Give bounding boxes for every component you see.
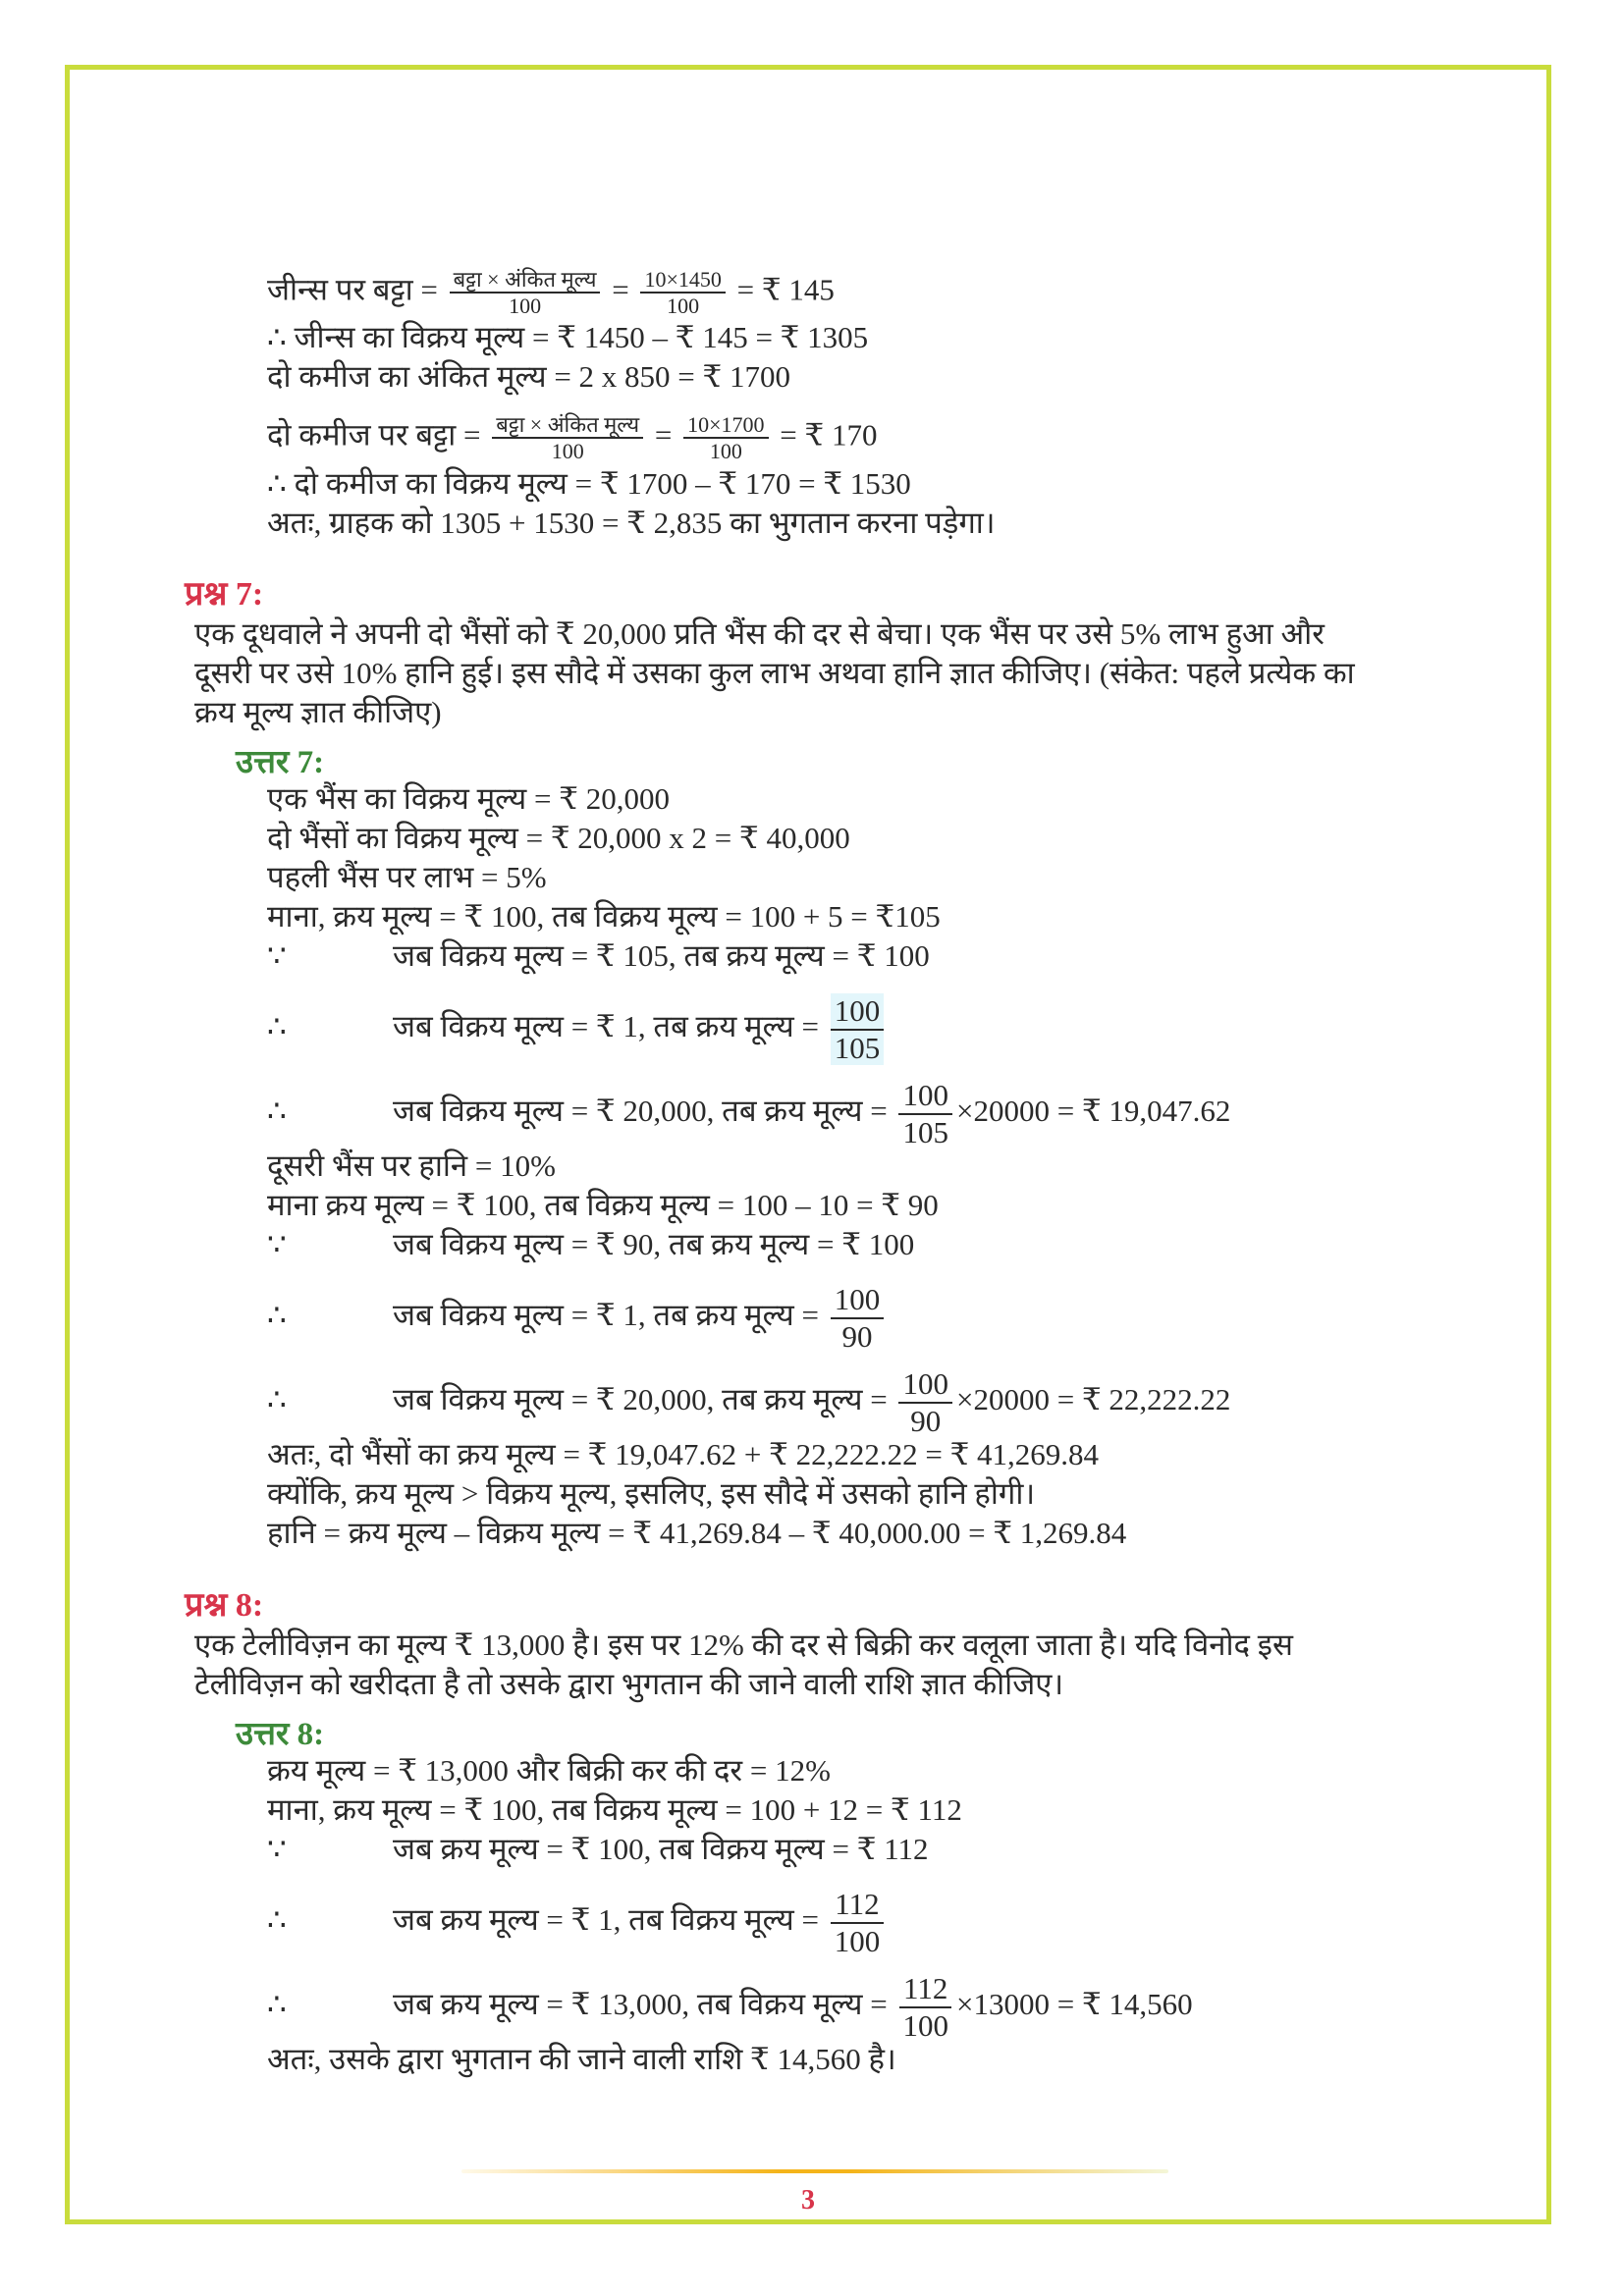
question-8-text: टेलीविज़न को खरीदता है तो उसके द्वारा भुगतान की जाने वाली राशि ज्ञात कीजिए। <box>194 1667 1064 1701</box>
step-line: ∵ जब क्रय मूल्य = ₹ 100, तब विक्रय मूल्य = ₹ 112 <box>267 1832 929 1866</box>
step-line: ∵ जब विक्रय मूल्य = ₹ 90, तब क्रय मूल्य = ₹ 100 <box>267 1227 915 1261</box>
text-line: दो कमीज का अंकित मूल्य = 2 x 850 = ₹ 1700 <box>267 359 791 394</box>
text-line: क्योंकि, क्रय मूल्य > विक्रय मूल्य, इसलिए, इस सौदे में उसको हानि होगी। <box>267 1476 1036 1511</box>
fraction: $\frac{112}{100}$ <box>831 1887 885 1958</box>
text-line: दूसरी भैंस पर हानि = 10% <box>267 1148 556 1183</box>
step-line: ∴ जब क्रय मूल्य = ₹ 13,000, तब विक्रय मूल्य = $\frac{112}{100}$ ×13000 = ₹ 14,560 <box>267 1971 1193 2043</box>
text-line: अतः, दो भैंसों का क्रय मूल्य = ₹ 19,047.62 + ₹ 22,222.22 = ₹ 41,269.84 <box>267 1437 1100 1471</box>
text-line: माना, क्रय मूल्य = ₹ 100, तब विक्रय मूल्य = 100 + 12 = ₹ 112 <box>267 1792 962 1827</box>
step-line: ∴ जब विक्रय मूल्य = ₹ 1, तब क्रय मूल्य = $\frac{100}{105}$ <box>267 993 888 1065</box>
because-symbol: ∵ <box>267 938 287 973</box>
text-line: हानि = क्रय मूल्य – विक्रय मूल्य = ₹ 41,269.84 – ₹ 40,000.00 = ₹ 1,269.84 <box>267 1516 1127 1550</box>
label: जीन्स पर बट्टा = <box>267 272 438 307</box>
question-8-text: एक टेलीविज़न का मूल्य ₹ 13,000 है। इस पर 12% की दर से बिक्री कर वलूला जाता है। यदि विनोद इस <box>194 1628 1293 1662</box>
text-line: ∴ जीन्स का विक्रय मूल्य = ₹ 1450 – ₹ 145 = ₹ 1305 <box>267 320 869 354</box>
therefore-symbol: ∴ <box>267 1986 287 2021</box>
step-line: ∴ जब विक्रय मूल्य = ₹ 20,000, तब क्रय मूल्य = $\frac{100}{105}$ ×20000 = ₹ 19,047.62 <box>267 1078 1231 1149</box>
text-line: क्रय मूल्य = ₹ 13,000 और बिक्री कर की दर = 12% <box>267 1753 831 1788</box>
question-7-text: दूसरी पर उसे 10% हानि हुई। इस सौदे में उसका कुल लाभ अथवा हानि ज्ञात कीजिए। (संकेत: पहले प्रत्येक का <box>194 656 1355 690</box>
because-symbol: ∵ <box>267 1832 287 1866</box>
fraction: $\frac{10\times 1450}{100}$ <box>640 267 725 319</box>
therefore-symbol: ∴ <box>267 1381 287 1416</box>
step-line: ∴ जब क्रय मूल्य = ₹ 1, तब विक्रय मूल्य = $\frac{112}{100}$ <box>267 1887 888 1958</box>
question-7-heading: प्रश्न 7: <box>185 576 264 613</box>
page-number: 3 <box>801 2185 815 2216</box>
text-line: माना क्रय मूल्य = ₹ 100, तब विक्रय मूल्य = 100 – 10 = ₹ 90 <box>267 1188 939 1222</box>
text-line: माना, क्रय मूल्य = ₹ 100, तब विक्रय मूल्य = 100 + 5 = ₹105 <box>267 899 941 934</box>
therefore-symbol: ∴ <box>267 1297 287 1332</box>
text-line: पहली भैंस पर लाभ = 5% <box>267 860 547 894</box>
question-8-heading: प्रश्न 8: <box>185 1587 264 1624</box>
answer-8-heading: उत्तर 8: <box>236 1717 325 1752</box>
text-line: दो भैंसों का विक्रय मूल्य = ₹ 20,000 x 2 = ₹ 40,000 <box>267 821 850 855</box>
text-line: एक भैंस का विक्रय मूल्य = ₹ 20,000 <box>267 781 670 816</box>
fraction: $\frac{100}{105}$ <box>898 1078 952 1149</box>
question-7-text: एक दूधवाले ने अपनी दो भैंसों को ₹ 20,000 प्रति भैंस की दर से बेचा। एक भैंस पर उसे 5% लाभ हुआ और <box>194 616 1325 651</box>
text-line: ∴ दो कमीज का विक्रय मूल्य = ₹ 1700 – ₹ 170 = ₹ 1530 <box>267 466 911 501</box>
fraction: $\frac{\text{बट्टा × अंकित मूल्य}}{100}$ <box>492 412 643 464</box>
fraction: $\frac{100}{105}$ <box>831 993 885 1065</box>
therefore-symbol: ∴ <box>267 1901 287 1937</box>
shirt-discount-line: दो कमीज पर बट्टा = $\frac{\text{बट्टा × अंकित मूल्य}}{100}$ = $\frac{10\times 1700}{100}$ = ₹ 170 <box>267 412 878 464</box>
fraction: $\frac{\text{बट्टा × अंकित मूल्य}}{100}$ <box>450 267 601 319</box>
therefore-symbol: ∴ <box>267 1093 287 1128</box>
fraction: $\frac{100}{90}$ <box>898 1366 952 1438</box>
fraction: $\frac{10\times 1700}{100}$ <box>683 412 768 464</box>
because-symbol: ∵ <box>267 1227 287 1261</box>
text-line: अतः, उसके द्वारा भुगतान की जाने वाली राशि ₹ 14,560 है। <box>267 2042 896 2076</box>
step-line: ∴ जब विक्रय मूल्य = ₹ 1, तब क्रय मूल्य = $\frac{100}{90}$ <box>267 1282 888 1354</box>
text-line: अतः, ग्राहक को 1305 + 1530 = ₹ 2,835 का भुगतान करना पड़ेगा। <box>267 506 996 540</box>
step-line: ∴ जब विक्रय मूल्य = ₹ 20,000, तब क्रय मूल्य = $\frac{100}{90}$ ×20000 = ₹ 22,222.22 <box>267 1366 1231 1438</box>
answer-7-heading: उत्तर 7: <box>236 745 325 780</box>
question-7-text: क्रय मूल्य ज्ञात कीजिए) <box>194 695 442 729</box>
fraction: $\frac{100}{90}$ <box>831 1282 885 1354</box>
jeans-discount-line: जीन्स पर बट्टा = $\frac{\text{बट्टा × अंकित मूल्य}}{100}$ = $\frac{10\times 1450}{100}$ = ₹ 145 <box>267 267 835 319</box>
fraction: $\frac{112}{100}$ <box>898 1971 952 2043</box>
therefore-symbol: ∴ <box>267 1008 287 1043</box>
step-line: ∵ जब विक्रय मूल्य = ₹ 105, तब क्रय मूल्य = ₹ 100 <box>267 938 930 973</box>
footer-divider <box>461 2169 1168 2173</box>
